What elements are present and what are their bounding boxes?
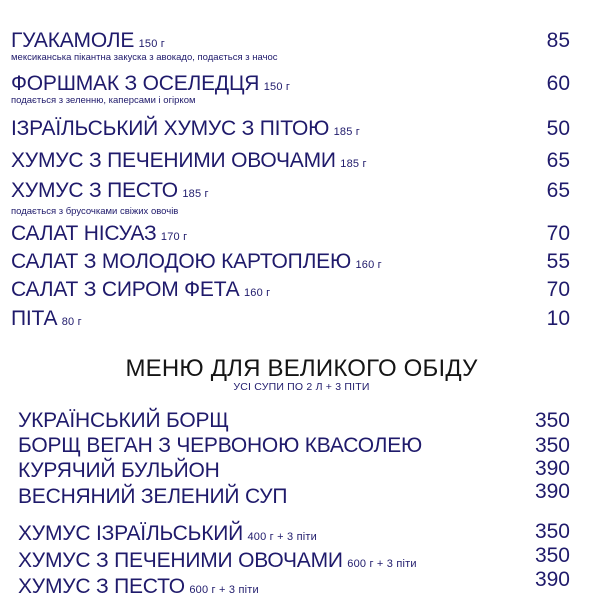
menu-item [11, 223, 187, 244]
item-name: ГУАКАМОЛЕ [11, 29, 135, 52]
item-weight: 160 г [355, 259, 382, 271]
item-name: САЛАТ З СИРОМ ФЕТА [11, 278, 240, 301]
section-title: МЕНЮ ДЛЯ ВЕЛИКОГО ОБІДУ [125, 355, 478, 382]
soup-name: КУРЯЧИЙ БУЛЬЙОН [18, 459, 220, 482]
item-weight: 150 г [138, 38, 166, 50]
item-price: 50 [546, 117, 570, 140]
item-price: 65 [546, 149, 570, 172]
soup-name: УКРАЇНСЬКИЙ БОРЩ [18, 409, 229, 432]
menu-item [11, 73, 290, 94]
item-note: подається з зеленню, каперсами і огірком [11, 95, 196, 106]
soup-item [18, 460, 220, 481]
soup-price: 390 [534, 480, 570, 503]
soup-price: 350 [534, 409, 570, 432]
menu-item [11, 180, 209, 201]
item-price: 55 [546, 250, 570, 273]
item-price: 70 [546, 222, 570, 245]
item-name: ФОРШМАК З ОСЕЛЕДЦЯ [11, 72, 260, 95]
item-price: 65 [546, 179, 570, 202]
soup-name: БОРЩ ВЕГАН З ЧЕРВОНОЮ КВАСОЛЕЮ [18, 434, 423, 457]
menu-item [11, 279, 270, 300]
hummus-price: 390 [534, 568, 570, 591]
hummus-name: ХУМУС З ПЕСТО [18, 575, 185, 598]
item-note: подається з брусочками свіжих овочів [11, 206, 179, 217]
item-price: 85 [546, 29, 570, 52]
item-price: 60 [546, 72, 570, 95]
hummus-weight: 400 г + 3 піти [247, 531, 317, 543]
section-subtitle: УСІ СУПИ ПО 2 Л + 3 ПІТИ [233, 381, 370, 393]
soup-item [18, 486, 287, 507]
hummus-weight: 600 г + 3 піти [347, 558, 417, 570]
hummus-name: ХУМУС З ПЕЧЕНИМИ ОВОЧАМИ [18, 549, 343, 572]
soup-item [18, 410, 229, 431]
menu-item [11, 251, 382, 272]
item-name: ПІТА [11, 307, 58, 330]
soup-price: 390 [534, 457, 570, 480]
hummus-item [18, 523, 317, 544]
item-price: 70 [546, 278, 570, 301]
item-weight: 150 г [263, 81, 291, 93]
item-name: САЛАТ З МОЛОДОЮ КАРТОПЛЕЮ [11, 250, 351, 273]
item-weight: 80 г [61, 316, 82, 328]
item-note: мексиканська пікантна закуска з авокадо, подається з начос [11, 52, 278, 63]
item-price: 10 [546, 307, 570, 330]
hummus-item [18, 550, 417, 571]
item-name: ХУМУС З ПЕЧЕНИМИ ОВОЧАМИ [11, 149, 336, 172]
hummus-weight: 600 г + 3 піти [189, 584, 259, 596]
menu-item [11, 150, 367, 171]
soup-price: 350 [534, 434, 570, 457]
menu-item [11, 30, 165, 51]
item-weight: 185 г [182, 188, 209, 200]
hummus-name: ХУМУС ІЗРАЇЛЬСЬКИЙ [18, 522, 244, 545]
menu-item [11, 118, 360, 139]
item-weight: 170 г [160, 231, 188, 243]
hummus-price: 350 [534, 520, 570, 543]
item-weight: 185 г [333, 126, 361, 138]
item-name: ХУМУС З ПЕСТО [11, 179, 178, 202]
menu-item [11, 308, 82, 329]
soup-item [18, 435, 422, 456]
hummus-item [18, 576, 259, 597]
hummus-price: 350 [534, 544, 570, 567]
item-name: ІЗРАЇЛЬСЬКИЙ ХУМУС З ПІТОЮ [11, 117, 330, 140]
item-name: САЛАТ НІСУАЗ [11, 222, 157, 245]
soup-name: ВЕСНЯНИЙ ЗЕЛЕНИЙ СУП [18, 485, 288, 508]
item-weight: 160 г [243, 287, 271, 299]
item-weight: 185 г [340, 158, 367, 170]
